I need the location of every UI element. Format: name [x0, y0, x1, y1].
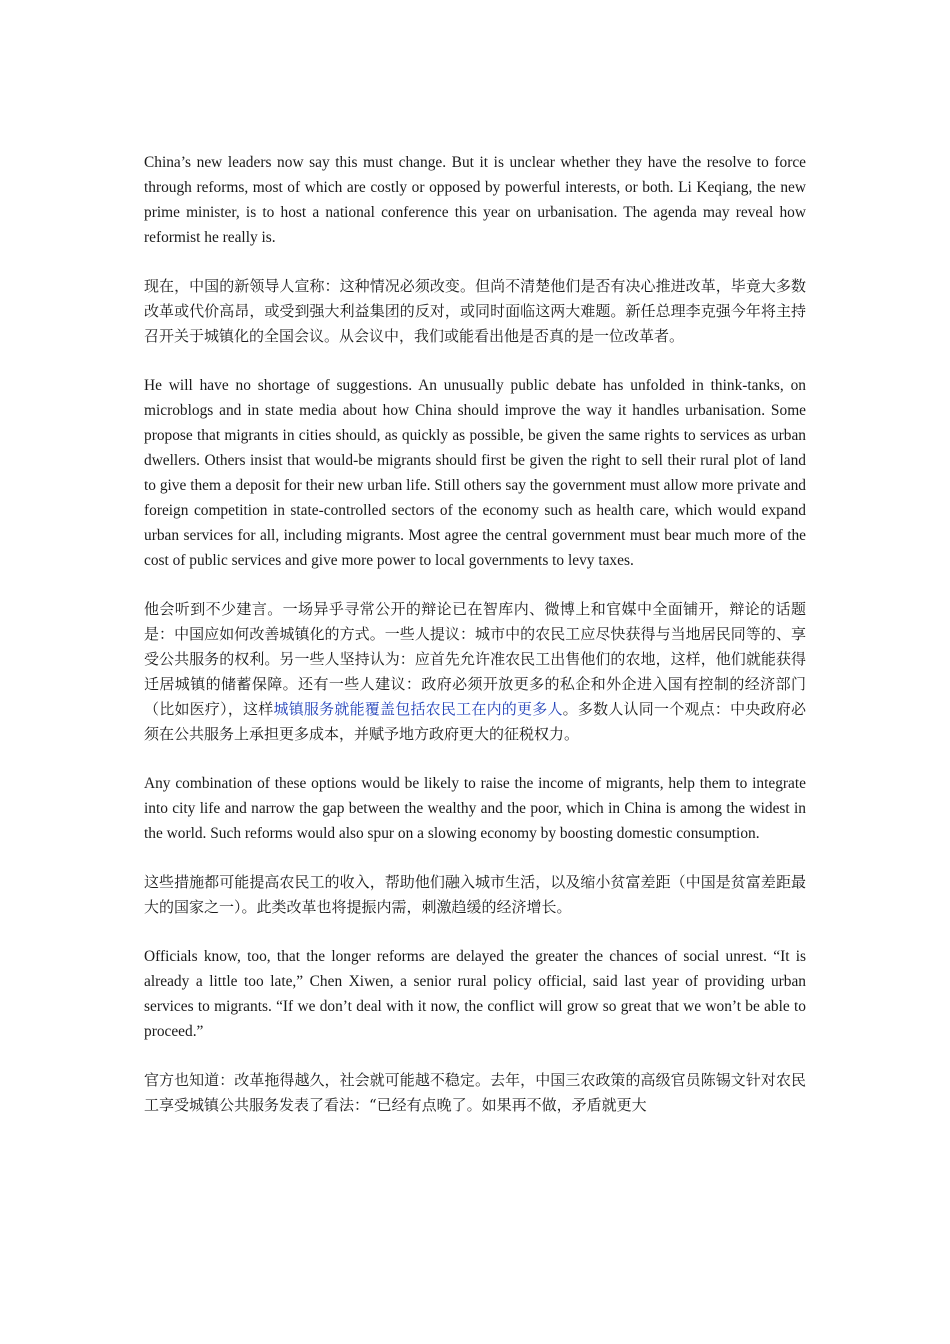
inline-link[interactable]: 城镇服务就能覆盖包括农民工在内的更多人 [273, 700, 563, 718]
paragraph-english-4: Officials know, too, that the longer reforms are delayed the greater the chances of social unrest. “It is already a little too late,” Chen Xiwen, a senior rural policy official, said last year of providing urban services to migrants. “If we don’t deal with it now, the conflict will grow so great that we won’t be able to proceed.” [144, 948, 806, 1040]
paragraph-chinese-2-text-b: 。多数人认同一个观点：中央政府必须在公共服务上承担更多成本，并赋予地方政府更大的征税权力。 [144, 700, 806, 743]
paragraph-chinese-1: 现在，中国的新领导人宣称：这种情况必须改变。但尚不清楚他们是否有决心推进改革，毕竟大多数改革或代价高昂，或受到强大利益集团的反对，或同时面临这两大难题。新任总理李克强今年将主持召开关于城镇化的全国会议。从会议中，我们或能看出他是否真的是一位改革者。 [144, 277, 806, 345]
paragraph-english-2: He will have no shortage of suggestions. An unusually public debate has unfolded in think-tanks, on microblogs and in state media about how China should improve the way it handles urbanisation. Some propose that migrants in cities should, as quickly as possible, be given the same rights to services as urban dwellers. Others insist that would-be migrants should first be given the right to sell their rural plot of land to give them a deposit for their new urban life. Still others say the government must allow more private and foreign competition in state-controlled sectors of the economy such as health care, which would expand urban services for all, including migrants. Most agree the central government must bear much more of the cost of public services and give more power to local governments to levy taxes. [144, 377, 806, 569]
paragraph-chinese-4: 官方也知道：改革拖得越久，社会就可能越不稳定。去年，中国三农政策的高级官员陈锡文针对农民工享受城镇公共服务发表了看法：“已经有点晚了。如果再不做，矛盾就更大 [144, 1071, 806, 1114]
paragraph-english-3: Any combination of these options would be likely to raise the income of migrants, help them to integrate into city life and narrow the gap between the wealthy and the poor, which in China is among the widest in the world. Such reforms would also spur on a slowing economy by boosting domestic consumption. [144, 775, 806, 842]
paragraph-english-1: China’s new leaders now say this must change. But it is unclear whether they have the resolve to force through reforms, most of which are costly or opposed by powerful interests, or both. Li Keqiang, the new prime minister, is to host a national conference this year on urbanisation. The agenda may reveal how reformist he really is. [144, 154, 806, 246]
document-body [144, 150, 806, 1142]
paragraph-chinese-2-text-a: 他会听到不少建言。一场异乎寻常公开的辩论已在智库内、微博上和官媒中全面铺开，辩论的话题是：中国应如何改善城镇化的方式。一些人提议：城市中的农民工应尽快获得与当地居民同等的、享受公共服务的权利。另一些人坚持认为：应首先允许准农民工出售他们的农地，这样，他们就能获得迁居城镇的储蓄保障。还有一些人建议：政府必须开放更多的私企和外企进入国有控制的经济部门（比如医疗），这样 [144, 600, 806, 718]
paragraph-chinese-2 [144, 597, 806, 747]
paragraph-chinese-3: 这些措施都可能提高农民工的收入，帮助他们融入城市生活，以及缩小贫富差距（中国是贫富差距最大的国家之一）。此类改革也将提振内需，刺激趋缓的经济增长。 [144, 873, 806, 916]
